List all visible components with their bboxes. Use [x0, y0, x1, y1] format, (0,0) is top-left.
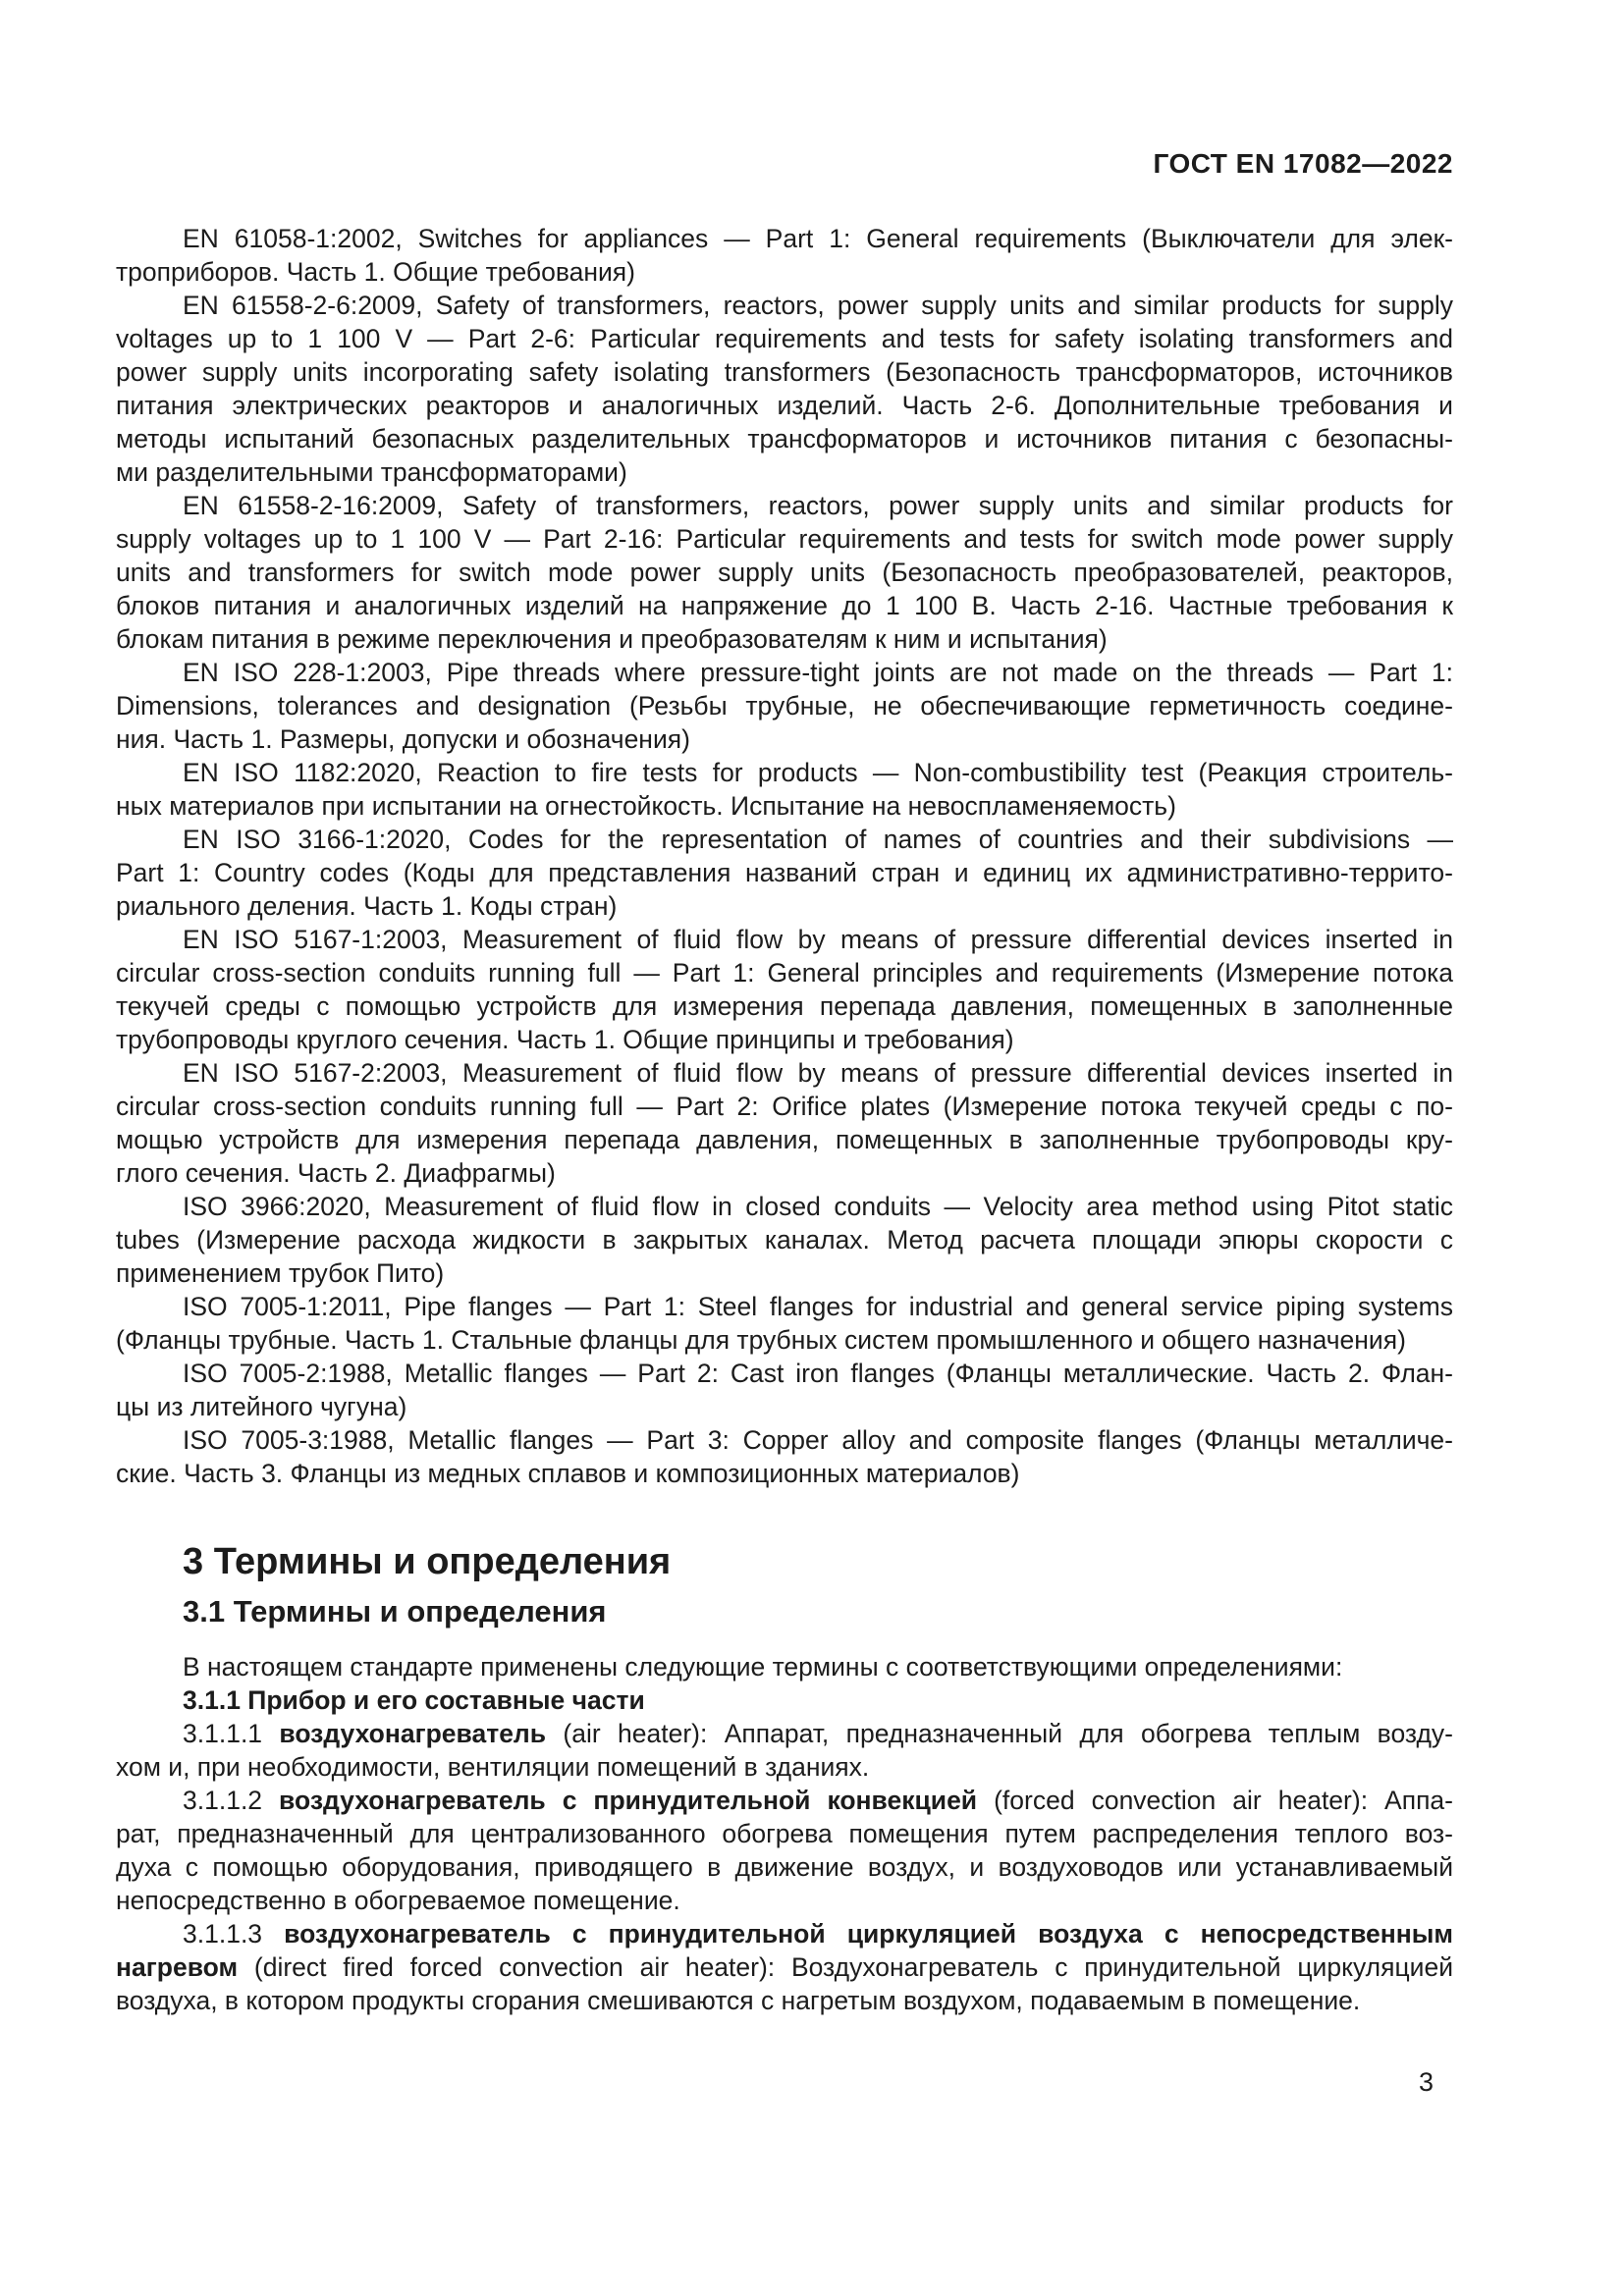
- body-text: (forced convection air heater): Аппа-: [977, 1786, 1453, 1815]
- body-text: EN ISO 228-1:2003, Pipe threads where pressure-tight joints are not made on the threads — Part 1:: [183, 658, 1453, 687]
- text-line: [116, 289, 1453, 322]
- body-text: ных материалов при испытании на огнестойкость. Испытание на невоспламеняемость): [116, 791, 1176, 821]
- body-text: EN 61558-2-16:2009, Safety of transformers, reactors, power supply units and similar products for: [183, 491, 1453, 520]
- body-text: хом и, при необходимости, вентиляции помещений в зданиях.: [116, 1752, 870, 1782]
- text-line: [116, 1683, 1453, 1717]
- text-line: [116, 1390, 1453, 1423]
- text-line: [116, 722, 1453, 756]
- body-text: глого сечения. Часть 2. Диафрагмы): [116, 1158, 556, 1188]
- body-text: рат, предназначенный для централизованного обогрева помещения путем распределения теплого воз-: [116, 1819, 1453, 1848]
- body-text: EN ISO 5167-1:2003, Measurement of fluid flow by means of pressure differential devices inserted in: [183, 925, 1453, 954]
- body-text: ские. Часть 3. Фланцы из медных сплавов и композиционных материалов): [116, 1459, 1020, 1488]
- paragraph: [116, 1717, 1453, 1784]
- body-text: supply voltages up to 1 100 V — Part 2-16: Particular requirements and tests for switch mode power supply: [116, 524, 1453, 554]
- text-line: [116, 1650, 1453, 1683]
- text-line: [116, 1090, 1453, 1123]
- text-line: [116, 355, 1453, 389]
- body-text: units and transformers for switch mode power supply units (Безопасность преобразователей, реакторов,: [116, 558, 1453, 587]
- paragraph: [116, 1357, 1453, 1423]
- body-text: ISO 7005-1:2011, Pipe flanges — Part 1: Steel flanges for industrial and general service piping systems: [183, 1292, 1453, 1321]
- text-line: [116, 956, 1453, 989]
- page-number: 3: [1418, 2067, 1434, 2097]
- body-text: Part 1: Country codes (Коды для представления названий стран и единиц их административно-террито-: [116, 858, 1453, 887]
- body-text: непосредственно в обогреваемое помещение.: [116, 1886, 680, 1915]
- text-line: [116, 823, 1453, 856]
- body-text: трубопроводы круглого сечения. Часть 1. Общие принципы и требования): [116, 1025, 1014, 1054]
- body-text: В настоящем стандарте применены следующие термины с соответствующими определениями:: [183, 1652, 1343, 1682]
- text-line: [116, 889, 1453, 923]
- text-line: [116, 1717, 1453, 1750]
- body-text: воздуха, в котором продукты сгорания смешиваются с нагретым воздухом, подаваемым в помещение.: [116, 1986, 1361, 2015]
- term-bold-text: воздухонагреватель с принудительной конвекцией: [279, 1786, 978, 1815]
- paragraph: [116, 289, 1453, 489]
- text-line: [116, 1290, 1453, 1323]
- text-line: [116, 989, 1453, 1023]
- text-line: [116, 789, 1453, 823]
- body-text: 3.1.1.2: [183, 1786, 280, 1815]
- body-text: ми разделительными трансформаторами): [116, 457, 627, 487]
- body-text: ISO 7005-3:1988, Metallic flanges — Part 3: Copper alloy and composite flanges (Фланцы металличе-: [183, 1425, 1453, 1455]
- text-line: [116, 656, 1453, 689]
- body-text: power supply units incorporating safety isolating transformers (Безопасность трансформаторов, источников: [116, 357, 1453, 387]
- section-heading: 3 Термины и определения: [183, 1541, 672, 1582]
- body-text: circular cross-section conduits running full — Part 2: Orifice plates (Измерение потока текучей среды с по-: [116, 1092, 1453, 1121]
- text-line: [116, 1190, 1453, 1223]
- text-line: [116, 556, 1453, 589]
- paragraph: [116, 1683, 1453, 1717]
- body-text: (direct fired forced convection air heater): Воздухонагреватель с принудительной циркуляцией: [238, 1952, 1453, 1982]
- paragraph: [116, 823, 1453, 923]
- term-bold-text: воздухонагреватель: [279, 1719, 547, 1748]
- paragraph: [116, 923, 1453, 1056]
- body-text: цы из литейного чугуна): [116, 1392, 407, 1421]
- paragraph: [116, 1650, 1453, 1683]
- body-text: методы испытаний безопасных разделительных трансформаторов и источников питания с безопасны-: [116, 424, 1453, 454]
- text-line: [116, 489, 1453, 522]
- body-text: EN 61058-1:2002, Switches for appliances — Part 1: General requirements (Выключатели для элек-: [183, 224, 1453, 253]
- body-text: EN 61558-2-6:2009, Safety of transformers, reactors, power supply units and similar products for supply: [183, 291, 1453, 320]
- text-line: [116, 1357, 1453, 1390]
- paragraph: [116, 489, 1453, 656]
- paragraph: [116, 656, 1453, 756]
- body-text: духа с помощью оборудования, приводящего в движение воздух, и воздуховодов или устанавливаемый: [116, 1852, 1453, 1882]
- paragraph: [116, 1784, 1453, 1917]
- text-line: [116, 322, 1453, 355]
- text-line: [116, 923, 1453, 956]
- paragraph: [116, 1190, 1453, 1290]
- body-text: Dimensions, tolerances and designation (Резьбы трубные, не обеспечивающие герметичность соедине-: [116, 691, 1453, 721]
- text-line: [116, 1223, 1453, 1256]
- paragraph: [116, 1423, 1453, 1490]
- body-text: питания электрических реакторов и аналогичных изделий. Часть 2-6. Дополнительные требования и: [116, 391, 1453, 420]
- text-line: [116, 1850, 1453, 1884]
- text-line: [116, 622, 1453, 656]
- body-text: мощью устройств для измерения перепада давления, помещенных в заполненные трубопроводы кру-: [116, 1125, 1453, 1154]
- term-bold-text: воздухонагреватель с принудительной циркуляцией воздуха с непосредственным: [284, 1919, 1454, 1949]
- text-line: [116, 856, 1453, 889]
- body-text: 3.1.1.3: [183, 1919, 285, 1949]
- text-line: [116, 1984, 1453, 2017]
- term-bold-text: нагревом: [116, 1952, 239, 1982]
- text-line: [116, 589, 1453, 622]
- body-text: блоков питания и аналогичных изделий на напряжение до 1 100 В. Часть 2-16. Частные требования к: [116, 591, 1453, 620]
- text-line: [116, 689, 1453, 722]
- body-text: circular cross-section conduits running full — Part 1: General principles and requirements (Измерение потока: [116, 958, 1453, 988]
- body-text: 3.1.1.1: [183, 1719, 280, 1748]
- text-line: [116, 1423, 1453, 1457]
- text-line: [116, 1056, 1453, 1090]
- body-text: EN ISO 3166-1:2020, Codes for the representation of names of countries and their subdivisions —: [183, 825, 1453, 854]
- text-line: [116, 1784, 1453, 1817]
- text-line: [116, 1457, 1453, 1490]
- body-text: текучей среды с помощью устройств для измерения перепада давления, помещенных в заполненные: [116, 991, 1453, 1021]
- term-bold-text: 3.1.1 Прибор и его составные части: [183, 1685, 645, 1715]
- text-line: [116, 756, 1453, 789]
- text-line: [116, 1917, 1453, 1950]
- paragraph: [116, 1290, 1453, 1357]
- body-text: ISO 7005-2:1988, Metallic flanges — Part 2: Cast iron flanges (Фланцы металлические. Часть 2. Флан-: [183, 1359, 1453, 1388]
- subsection-heading: 3.1 Термины и определения: [183, 1594, 607, 1629]
- body-text: применением трубок Пито): [116, 1258, 445, 1288]
- document-body: [116, 222, 1453, 2017]
- body-text: блокам питания в режиме переключения и преобразователям к ним и испытания): [116, 624, 1108, 654]
- paragraph: [116, 1917, 1453, 2017]
- text-line: [116, 389, 1453, 422]
- text-line: [116, 1817, 1453, 1850]
- text-line: [116, 422, 1453, 455]
- body-text: voltages up to 1 100 V — Part 2-6: Particular requirements and tests for safety isolating transformers and: [116, 324, 1453, 353]
- body-text: EN ISO 1182:2020, Reaction to fire tests for products — Non-combustibility test (Реакция строитель-: [183, 758, 1453, 787]
- text-line: [116, 522, 1453, 556]
- body-text: (Фланцы трубные. Часть 1. Стальные фланцы для трубных систем промышленного и общего назначения): [116, 1325, 1406, 1355]
- text-line: [116, 255, 1453, 289]
- body-text: риального деления. Часть 1. Коды стран): [116, 891, 618, 921]
- running-header: ГОСТ EN 17082—2022: [1153, 148, 1453, 179]
- text-line: [116, 1323, 1453, 1357]
- text-line: [116, 1156, 1453, 1190]
- text-line: [116, 1256, 1453, 1290]
- text-line: [116, 1884, 1453, 1917]
- paragraph: [116, 222, 1453, 289]
- body-text: tubes (Измерение расхода жидкости в закрытых каналах. Метод расчета площади эпюры скорости с: [116, 1225, 1453, 1255]
- text-line: [116, 455, 1453, 489]
- body-text: ISO 3966:2020, Measurement of fluid flow in closed conduits — Velocity area method using Pitot static: [183, 1192, 1453, 1221]
- text-line: [116, 222, 1453, 255]
- text-line: [116, 1123, 1453, 1156]
- text-line: [116, 1950, 1453, 1984]
- body-text: троприборов. Часть 1. Общие требования): [116, 257, 635, 287]
- body-text: (air heater): Аппарат, предназначенный для обогрева теплым возду-: [546, 1719, 1454, 1748]
- paragraph: [116, 756, 1453, 823]
- body-text: EN ISO 5167-2:2003, Measurement of fluid flow by means of pressure differential devices inserted in: [183, 1058, 1453, 1088]
- text-line: [116, 1023, 1453, 1056]
- paragraph: [116, 1056, 1453, 1190]
- body-text: ния. Часть 1. Размеры, допуски и обозначения): [116, 724, 690, 754]
- text-line: [116, 1750, 1453, 1784]
